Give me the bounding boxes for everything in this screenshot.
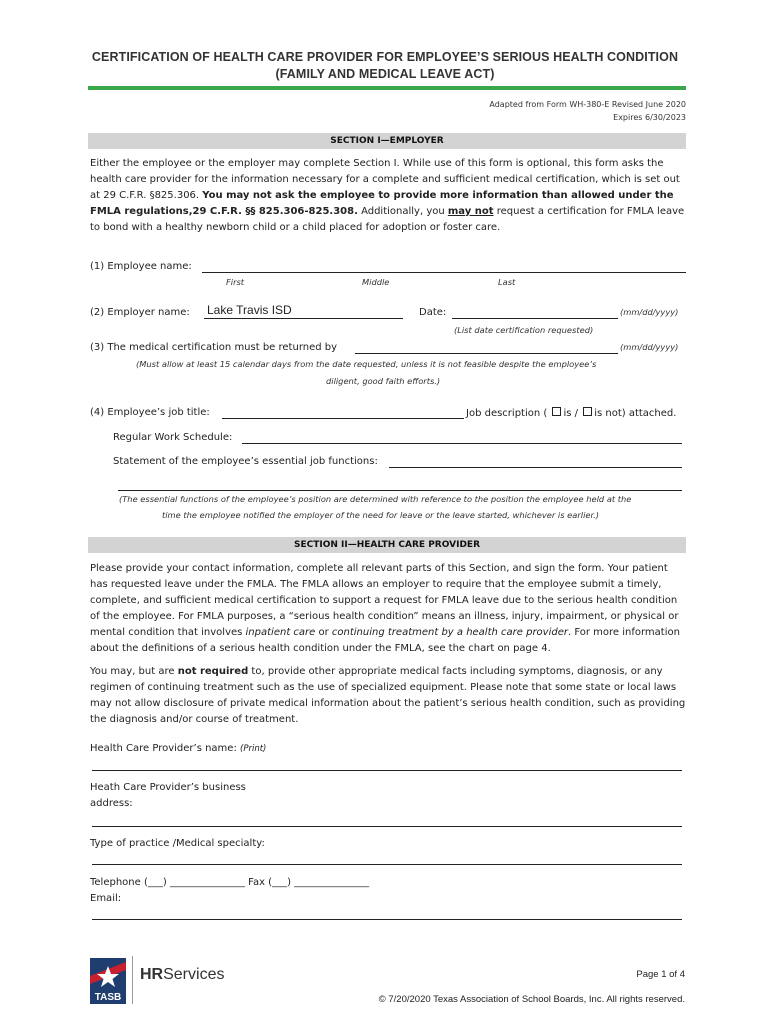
essential-functions-note-2: time the employee notified the employer of the need for leave or the leave started, whichever is earlier.) — [162, 510, 600, 520]
adapted-note: Adapted from Form WH-380-E Revised June 2020 — [489, 100, 686, 109]
date-label: Date: — [419, 307, 447, 318]
tasb-logo-text: TASB — [94, 992, 122, 1003]
return-by-note-2: diligent, good faith efforts.) — [326, 376, 441, 386]
section-2-paragraph-2: You may, but are not required to, provide other appropriate medical facts including symptoms, diagnosis, or any regimen of continuing treatment such as the use of specialized equipment. Please note that some state or local laws may not allow disclosure of private medical information about the patient’s serious health condition, such as providing the diagnosis and/or course of treatment. — [90, 666, 686, 725]
essential-functions-field[interactable] — [389, 467, 682, 468]
essential-functions-note-1: (The essential functions of the employee’s position are determined with reference to the position the employee held at the — [119, 494, 632, 504]
date-format-hint: (mm/dd/yyyy) — [620, 307, 679, 317]
employer-name-value: Lake Travis ISD — [207, 303, 292, 317]
work-schedule-label: Regular Work Schedule: — [113, 432, 233, 443]
return-by-note-1: (Must allow at least 15 calendar days from the date requested, unless it is not feasible despite the employee’s — [136, 359, 597, 369]
employer-name-label: (2) Employer name: — [90, 307, 190, 318]
last-name-caption: Last — [498, 277, 516, 287]
return-by-format-hint: (mm/dd/yyyy) — [620, 342, 679, 352]
email-field[interactable] — [92, 919, 682, 920]
return-by-label: (3) The medical certification must be returned by — [90, 342, 338, 353]
expires-note: Expires 6/30/2023 — [613, 113, 686, 122]
essential-functions-label: Statement of the employee’s essential job functions: — [113, 456, 378, 467]
first-name-caption: First — [226, 277, 245, 287]
section-2-paragraph-1: Please provide your contact information, complete all relevant parts of this Section, and sign the form. Your patient has requested leave under the FMLA. The FMLA allows an employer to require that the employee submit a timely, complete, and sufficient medical certification to support a request for FMLA leave due to the serious health condition of the employee. For FMLA purposes, a “serious health condition” means an illness, injury, impairment, or physical or mental condition that involves inpatient care or continuing treatment by a health care provider. For more information about the definitions of a serious health condition under the FMLA, see the chart on page 4. — [90, 563, 680, 654]
employee-name-field[interactable] — [202, 272, 686, 273]
provider-name-field[interactable] — [92, 770, 682, 771]
section-2-heading: SECTION II—HEALTH CARE PROVIDER — [88, 537, 686, 553]
job-description-is-checkbox[interactable] — [552, 407, 561, 416]
section-1-intro: Either the employee or the employer may complete Section I. While use of this form is optional, this form asks the health care provider for the information necessary for a complete and sufficient medical certification, which is set out at 29 C.F.R. §825.306. You may not ask the employee to provide more information than allowed under the FMLA regulations,29 C.F.R. §§ 825.306-825.308. Additionally, you may not request a certification for FMLA leave to bond with a healthy newborn child or a child placed for adoption or foster care. — [90, 158, 685, 233]
practice-specialty-field[interactable] — [92, 864, 682, 865]
work-schedule-field[interactable] — [242, 443, 682, 444]
return-by-field[interactable] — [355, 353, 618, 354]
date-field[interactable] — [452, 318, 618, 319]
footer-divider — [132, 956, 133, 1004]
business-address-label-2: address: — [90, 798, 133, 809]
employee-name-label: (1) Employee name: — [90, 261, 192, 272]
job-title-label: (4) Employee’s job title: — [90, 407, 210, 418]
job-title-field[interactable] — [222, 418, 464, 419]
form-title-line2: (FAMILY AND MEDICAL LEAVE ACT) — [275, 67, 495, 81]
date-note: (List date certification requested) — [454, 325, 594, 335]
copyright-notice: © 7/20/2020 Texas Association of School Boards, Inc. All rights reserved. — [378, 994, 685, 1005]
tasb-logo — [90, 958, 126, 1004]
section-1-heading: SECTION I—EMPLOYER — [88, 133, 686, 149]
job-description-is-not-checkbox[interactable] — [583, 407, 592, 416]
business-address-label-1: Heath Care Provider’s business — [90, 782, 246, 793]
essential-functions-field-2[interactable] — [118, 490, 682, 491]
form-title-line1: CERTIFICATION OF HEALTH CARE PROVIDER FOR EMPLOYEE’S SERIOUS HEALTH CONDITION — [91, 50, 679, 64]
telephone-fax-row[interactable]: Telephone (___) _______________ Fax (___) _______________ — [90, 877, 370, 888]
page-number: Page 1 of 4 — [636, 969, 685, 980]
practice-specialty-label: Type of practice /Medical specialty: — [90, 838, 265, 849]
email-label: Email: — [90, 893, 122, 904]
middle-name-caption: Middle — [362, 277, 390, 287]
job-description-row: Job description ( is / is not) attached. — [466, 408, 677, 419]
hr-services-brand: HRServices — [140, 966, 225, 983]
title-divider — [88, 86, 686, 90]
employer-name-field[interactable] — [204, 318, 403, 319]
provider-name-label: Health Care Provider’s name: (Print) — [90, 743, 267, 754]
business-address-field[interactable] — [92, 826, 682, 827]
